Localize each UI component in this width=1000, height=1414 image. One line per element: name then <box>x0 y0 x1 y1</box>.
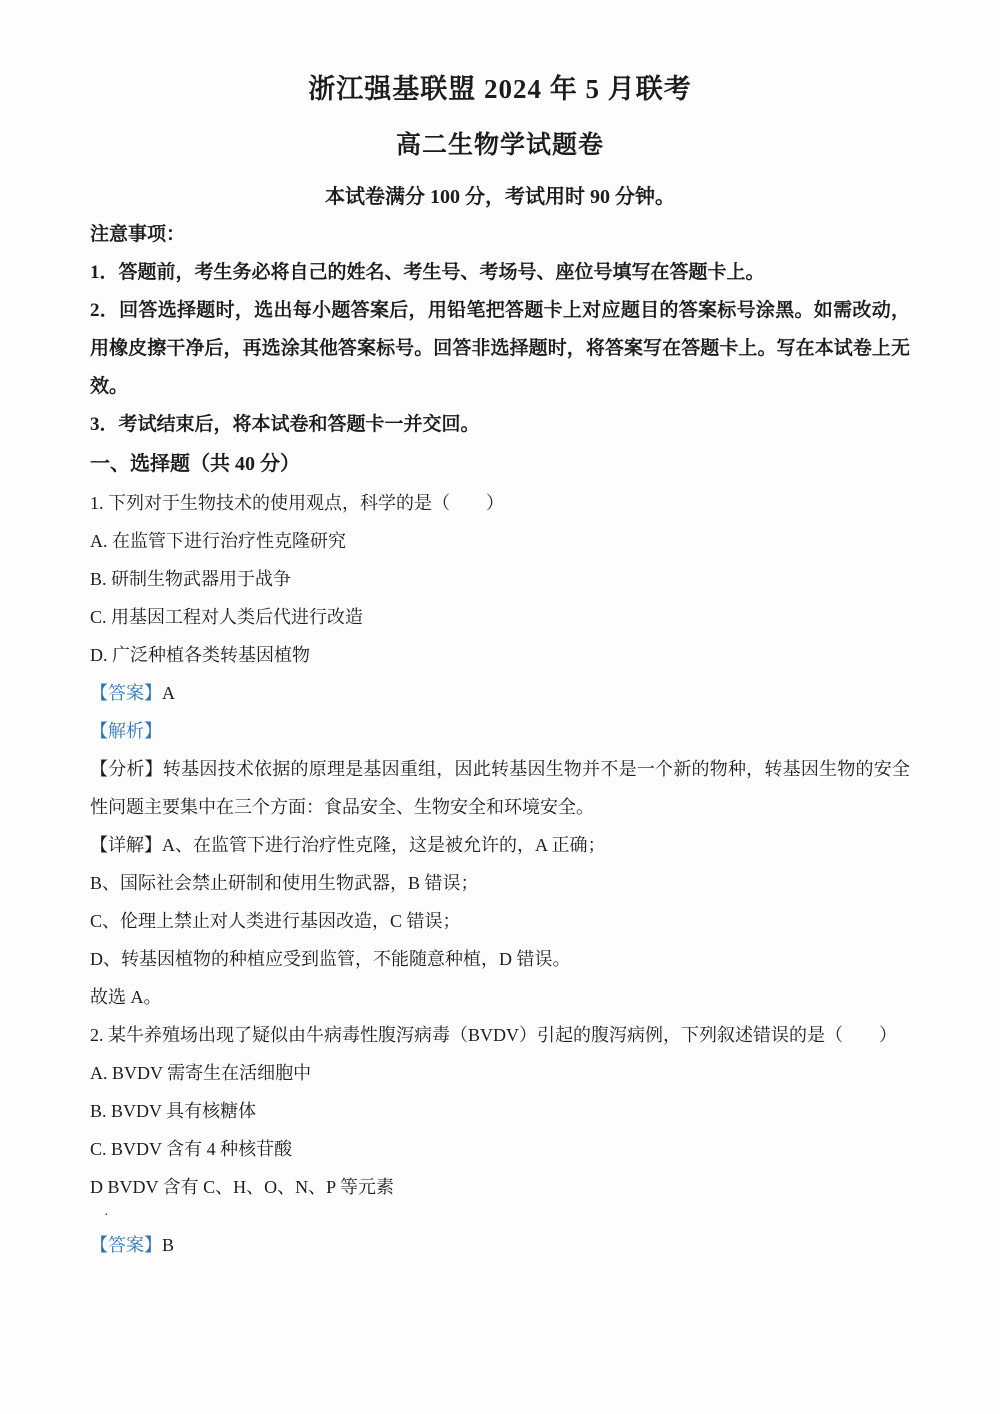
notice-item-2: 2．回答选择题时，选出每小题答案后，用铅笔把答题卡上对应题目的答案标号涂黑。如需改动，用橡皮擦干净后，再选涂其他答案标号。回答非选择题时，将答案写在答题卡上。写在本试卷上无效。 <box>90 300 910 397</box>
question-1-option-d: D. 广泛种植各类转基因植物 <box>90 645 310 665</box>
section-heading: 一、选择题（共 40 分） <box>90 453 300 475</box>
question-1-detail-c: C、伦理上禁止对人类进行基因改造，C 错误； <box>90 911 461 931</box>
question-1-option-b: B. 研制生物武器用于战争 <box>90 569 292 589</box>
answer-tag: 【答案】 <box>90 683 162 703</box>
question-1-detail-d: D、转基因植物的种植应受到监管，不能随意种植，D 错误。 <box>90 949 571 969</box>
stray-dot-mark: · <box>104 1208 109 1223</box>
question-2-stem: 2. 某牛养殖场出现了疑似由牛病毒性腹泻病毒（BVDV）引起的腹泻病例，下列叙述错误的是（ ） <box>90 1025 897 1045</box>
question-1-stem: 1. 下列对于生物技术的使用观点，科学的是（ ） <box>90 493 504 513</box>
analysis-tag: 【解析】 <box>90 721 162 741</box>
question-1-detail-a: 【详解】A、在监管下进行治疗性克隆，这是被允许的，A 正确； <box>90 835 606 855</box>
question-1-conclusion: 故选 A。 <box>90 987 162 1007</box>
question-1-option-c: C. 用基因工程对人类后代进行改造 <box>90 607 364 627</box>
question-1-answer-line <box>90 674 910 712</box>
question-1-answer-value: A <box>162 683 175 703</box>
notice-item-1: 1．答题前，考生务必将自己的姓名、考生号、考场号、座位号填写在答题卡上。 <box>90 262 765 283</box>
exam-info: 本试卷满分 100 分，考试用时 90 分钟。 <box>325 186 675 208</box>
exam-title: 浙江强基联盟 2024 年 5 月联考 <box>308 74 692 104</box>
exam-subtitle: 高二生物学试题卷 <box>395 132 604 159</box>
question-2-answer-value: B <box>162 1235 175 1255</box>
notice-heading: 注意事项： <box>90 224 186 245</box>
answer-tag: 【答案】 <box>90 1235 162 1255</box>
question-2-option-c: C. BVDV 含有 4 种核苷酸 <box>90 1139 293 1159</box>
question-2-answer-line <box>90 1226 910 1264</box>
question-1-analysis: 【分析】转基因技术依据的原理是基因重组，因此转基因生物并不是一个新的物种，转基因生物的安全性问题主要集中在三个方面：食品安全、生物安全和环境安全。 <box>90 759 910 817</box>
question-2-option-a: A. BVDV 需寄生在活细胞中 <box>90 1063 312 1083</box>
question-2-option-b: B. BVDV 具有核糖体 <box>90 1101 257 1121</box>
question-1-option-a: A. 在监管下进行治疗性克隆研究 <box>90 531 346 551</box>
question-2-option-d: D BVDV 含有 C、H、O、N、P 等元素 <box>90 1177 395 1197</box>
notice-item-3: 3．考试结束后，将本试卷和答题卡一并交回。 <box>90 414 480 435</box>
question-1-detail-b: B、国际社会禁止研制和使用生物武器，B 错误； <box>90 873 479 893</box>
question-1-analysis-tag-line <box>90 712 910 750</box>
